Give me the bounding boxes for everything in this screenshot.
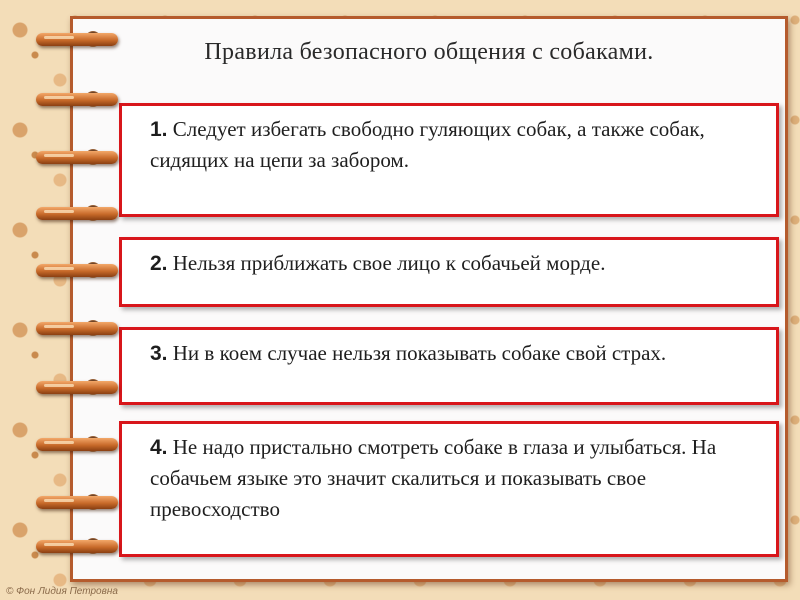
- binder-ring: [36, 540, 118, 553]
- rule-card-4: [119, 421, 779, 557]
- rule-card-2: [119, 237, 779, 307]
- rule-card-1: [119, 103, 779, 217]
- binder-ring: [36, 381, 118, 394]
- binder-ring: [36, 496, 118, 509]
- notebook-page: [70, 16, 788, 582]
- rule-card-3: [119, 327, 779, 405]
- binder-ring: [36, 207, 118, 220]
- rule-text: Следует избегать свободно гуляющих собак, а также собак, сидящих на цепи за забором.: [150, 117, 705, 172]
- rule-text: Не надо пристально смотреть собаке в глаза и улыбаться. На собачьем языке это значит скалиться и показывать свое превосходство: [150, 435, 717, 521]
- rule-number: 1.: [150, 118, 168, 141]
- binder-ring: [36, 151, 118, 164]
- binder-ring: [36, 33, 118, 46]
- rule-text: Ни в коем случае нельзя показывать собаке свой страх.: [167, 341, 667, 365]
- binder-ring: [36, 438, 118, 451]
- watermark: © Фон Лидия Петровна: [6, 586, 118, 597]
- rule-number: 3.: [150, 342, 168, 365]
- binder-ring: [36, 264, 118, 277]
- rule-text: Нельзя приближать свое лицо к собачьей морде.: [167, 251, 606, 275]
- rule-number: 2.: [150, 252, 168, 275]
- page-title: Правила безопасного общения с собаками.: [204, 39, 654, 65]
- binder-ring: [36, 93, 118, 106]
- binder-rings: [0, 0, 120, 600]
- rule-number: 4.: [150, 436, 168, 459]
- binder-ring: [36, 322, 118, 335]
